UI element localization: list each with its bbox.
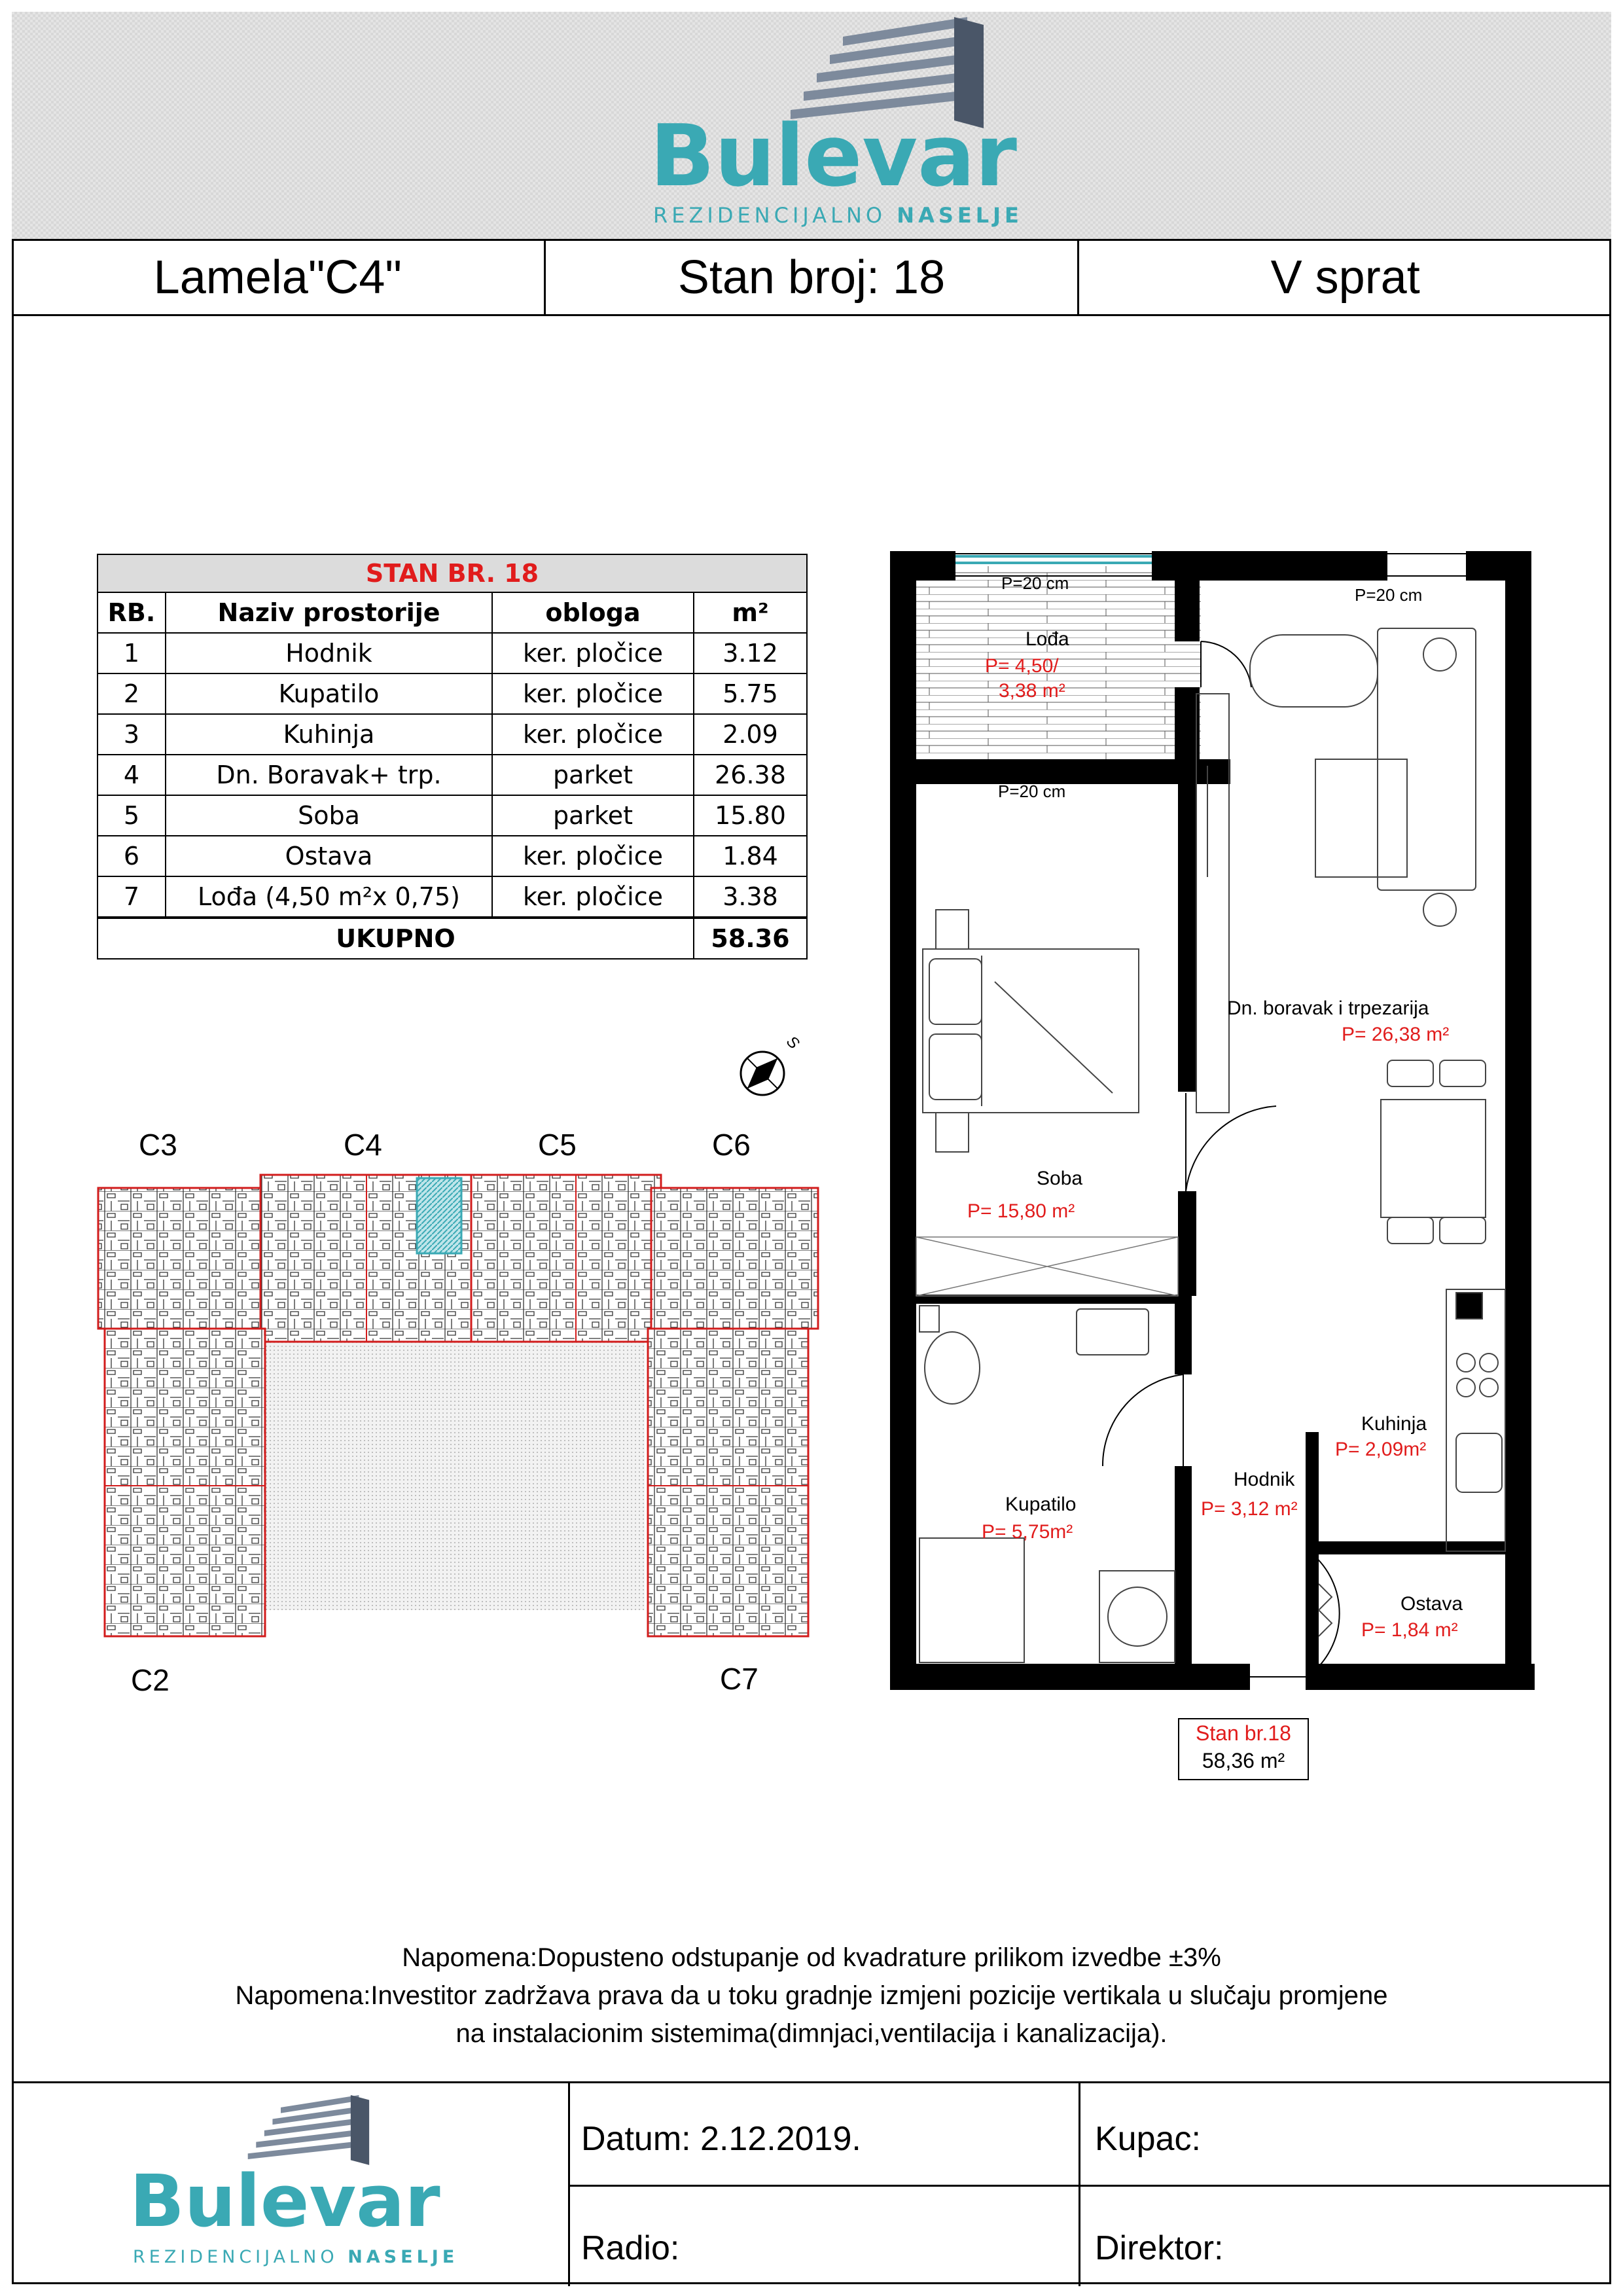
bed-icon <box>923 910 1139 1152</box>
table-row: 2 Kupatilo ker. pločice 5.75 <box>98 673 807 714</box>
note-line: Napomena:Investitor zadržava prava da u toku gradnje izmjeni pozicije vertikala u slučaju promjene <box>235 1981 1388 2010</box>
kupac-field: Kupac: <box>1095 2120 1201 2158</box>
dining-table-icon <box>1381 1060 1486 1244</box>
logo-sub-bold: NASELJE <box>897 203 1023 228</box>
radio-field: Radio: <box>581 2229 680 2267</box>
bath-label: Kupatilo <box>1005 1494 1077 1515</box>
table-total-row <box>98 918 807 959</box>
brand-logo-word: Bulevar <box>650 106 1017 206</box>
loggia-area-2: 3,38 m² <box>999 680 1065 702</box>
kitchen-counter-icon <box>1446 1289 1505 1551</box>
apartment-number-title: Stan broj: 18 <box>544 241 1078 314</box>
bathroom-fixtures-icon <box>919 1306 1175 1662</box>
table-row: 3 Kuhinja ker. pločice 2.09 <box>98 714 807 755</box>
kitchen-label: Kuhinja <box>1361 1413 1427 1435</box>
table-row: 7 Lođa (4,50 m²x 0,75) ker. pločice 3.38 <box>98 876 807 918</box>
storage-label: Ostava <box>1400 1593 1463 1615</box>
room-area: P= 15,80 m² <box>967 1200 1075 1222</box>
col-header-name: Naziv prostorije <box>166 592 492 633</box>
brand-logo-subtitle <box>653 203 1023 228</box>
wing-c7 <box>648 1329 808 1636</box>
note-line: Napomena:Dopusteno odstupanje od kvadrature prilikom izvedbe ±3% <box>402 1943 1221 1972</box>
site-label-c2: C2 <box>131 1663 169 1697</box>
title-bar <box>12 241 1611 316</box>
apartment-stamp <box>1178 1718 1309 1780</box>
svg-text:S: S <box>783 1032 803 1053</box>
wing-c5 <box>471 1175 661 1342</box>
footer-logo-subtitle: REZIDENCIJALNO NASELJE <box>133 2247 459 2267</box>
site-label-c5: C5 <box>538 1128 577 1162</box>
site-label-c3: C3 <box>139 1128 177 1162</box>
wing-c3 <box>98 1188 265 1329</box>
wing-c6 <box>651 1188 818 1329</box>
courtyard <box>265 1342 645 1610</box>
notes <box>0 1939 1623 2053</box>
header <box>12 12 1611 241</box>
room-dimension: P=20 cm <box>998 781 1066 801</box>
footer <box>12 2081 1611 2284</box>
room-label: Soba <box>1037 1168 1083 1189</box>
total-label: UKUPNO <box>98 918 694 959</box>
highlighted-apartment <box>417 1178 461 1253</box>
site-label-c7: C7 <box>720 1662 758 1696</box>
lamela-title: Lamela"C4" <box>153 251 402 304</box>
table-row: 1 Hodnik ker. pločice 3.12 <box>98 633 807 673</box>
floor-title: V sprat <box>1077 241 1611 314</box>
col-header-rb: RB. <box>98 592 166 633</box>
bath-area: P= 5,75m² <box>982 1521 1073 1543</box>
room-table <box>97 554 808 960</box>
loggia-dimension: P=20 cm <box>1001 573 1069 593</box>
datum-field: Datum: 2.12.2019. <box>581 2120 861 2158</box>
stamp-area: 58,36 m² <box>1202 1749 1285 1772</box>
compass-icon <box>733 1031 805 1103</box>
hall-area: P= 3,12 m² <box>1201 1498 1298 1520</box>
storage-area: P= 1,84 m² <box>1361 1619 1458 1641</box>
note-line: na instalacionim sistemima(dimnjaci,ventilacija i kanalizacija). <box>455 2019 1168 2048</box>
floor-plan <box>851 537 1558 1793</box>
col-header-area: m² <box>694 592 807 633</box>
living-area: P= 26,38 m² <box>1342 1024 1450 1045</box>
total-value: 58.36 <box>694 918 807 959</box>
stamp-title: Stan br.18 <box>1196 1721 1291 1745</box>
table-row: 6 Ostava ker. pločice 1.84 <box>98 836 807 876</box>
loggia-area-1: P= 4,50/ <box>985 655 1059 677</box>
table-row: 4 Dn. Boravak+ trp. parket 26.38 <box>98 755 807 795</box>
wing-c2 <box>105 1329 265 1636</box>
table-caption: STAN BR. 18 <box>98 554 807 592</box>
direktor-field: Direktor: <box>1095 2229 1224 2267</box>
living-label: Dn. boravak i trpezarija <box>1227 997 1429 1019</box>
loggia-label: Lođa <box>1026 628 1069 650</box>
site-plan <box>92 1014 825 1708</box>
col-header-finish: obloga <box>492 592 694 633</box>
sofa-icon <box>1250 628 1476 926</box>
footer-logo-word: Bulevar <box>130 2159 440 2243</box>
logo-sub-regular: REZIDENCIJALNO <box>653 203 887 228</box>
kitchen-area: P= 2,09m² <box>1335 1439 1427 1460</box>
table-row: 5 Soba parket 15.80 <box>98 795 807 836</box>
hall-label: Hodnik <box>1234 1469 1295 1490</box>
building-logo-icon <box>247 2095 372 2167</box>
living-dimension: P=20 cm <box>1355 585 1423 605</box>
site-label-c6: C6 <box>712 1128 751 1162</box>
site-label-c4: C4 <box>344 1128 382 1162</box>
